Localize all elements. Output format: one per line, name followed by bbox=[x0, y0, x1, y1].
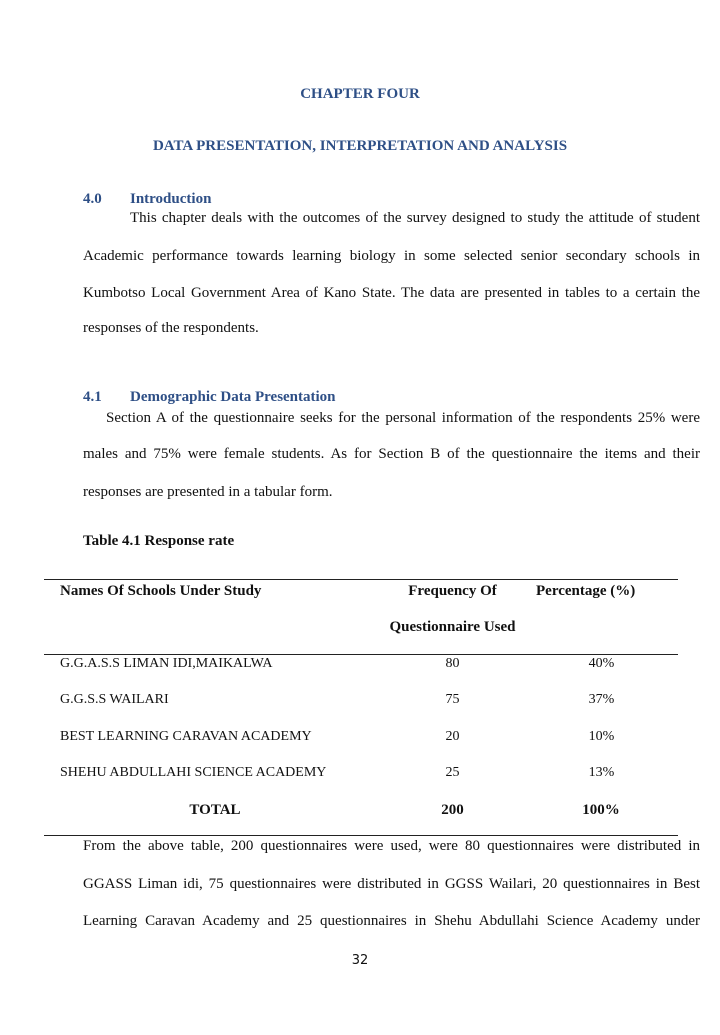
chapter-title: CHAPTER FOUR bbox=[300, 86, 420, 102]
row-4-frequency: 25 bbox=[445, 765, 460, 780]
section-title-demographic: Demographic Data Presentation bbox=[130, 389, 336, 405]
total-percentage: 100% bbox=[582, 802, 620, 818]
table-top-rule bbox=[44, 579, 678, 580]
row-3-frequency: 20 bbox=[445, 729, 460, 744]
table-caption: Table 4.1 Response rate bbox=[83, 533, 235, 549]
row-3-percentage: 10% bbox=[588, 729, 615, 744]
row-3-school: BEST LEARNING CARAVAN ACADEMY bbox=[60, 729, 312, 744]
section-number-demographic: 4.1 bbox=[83, 389, 102, 405]
row-4-percentage: 13% bbox=[588, 765, 615, 780]
row-2-school: G.G.S.S WAILARI bbox=[60, 692, 169, 707]
after-table-line-2: GGASS Liman idi, 75 questionnaires were distributed in GGSS Wailari, 20 questionnaires in Best bbox=[83, 876, 700, 892]
row-1-school: G.G.A.S.S LIMAN IDI,MAIKALWA bbox=[60, 656, 273, 671]
page-number: 32 bbox=[351, 953, 369, 968]
intro-line-1: This chapter deals with the outcomes of the survey designed to study the attitude of student bbox=[130, 210, 700, 226]
demographic-line-3: responses are presented in a tabular form. bbox=[83, 484, 333, 500]
demographic-line-1: Section A of the questionnaire seeks for the personal information of the respondents 25% were bbox=[106, 410, 700, 426]
header-frequency-line2: Questionnaire Used bbox=[389, 619, 516, 635]
after-table-line-1: From the above table, 200 questionnaires were used, were 80 questionnaires were distributed in bbox=[83, 838, 700, 854]
table-bottom-rule bbox=[44, 835, 678, 836]
section-number-intro: 4.0 bbox=[83, 191, 102, 207]
total-label: TOTAL bbox=[189, 802, 241, 818]
intro-line-2: Academic performance towards learning biology in some selected senior secondary schools in bbox=[83, 248, 700, 264]
table-header-rule bbox=[44, 654, 678, 655]
demographic-line-2: males and 75% were female students. As for Section B of the questionnaire the items and their bbox=[83, 446, 700, 462]
chapter-subtitle: DATA PRESENTATION, INTERPRETATION AND ANALYSIS bbox=[152, 138, 568, 154]
row-1-percentage: 40% bbox=[588, 656, 615, 671]
intro-line-3: Kumbotso Local Government Area of Kano State. The data are presented in tables to a certain the bbox=[83, 285, 700, 301]
row-4-school: SHEHU ABDULLAHI SCIENCE ACADEMY bbox=[60, 765, 327, 780]
section-title-intro: Introduction bbox=[130, 191, 212, 207]
row-2-percentage: 37% bbox=[588, 692, 615, 707]
row-2-frequency: 75 bbox=[445, 692, 460, 707]
total-frequency: 200 bbox=[441, 802, 464, 818]
intro-line-4: responses of the respondents. bbox=[83, 320, 259, 336]
header-percentage: Percentage (%) bbox=[536, 583, 636, 599]
row-1-frequency: 80 bbox=[445, 656, 460, 671]
header-frequency-line1: Frequency Of bbox=[408, 583, 497, 599]
after-table-line-3: Learning Caravan Academy and 25 questionnaires in Shehu Abdullahi Science Academy under bbox=[83, 913, 700, 929]
header-school: Names Of Schools Under Study bbox=[60, 583, 262, 599]
